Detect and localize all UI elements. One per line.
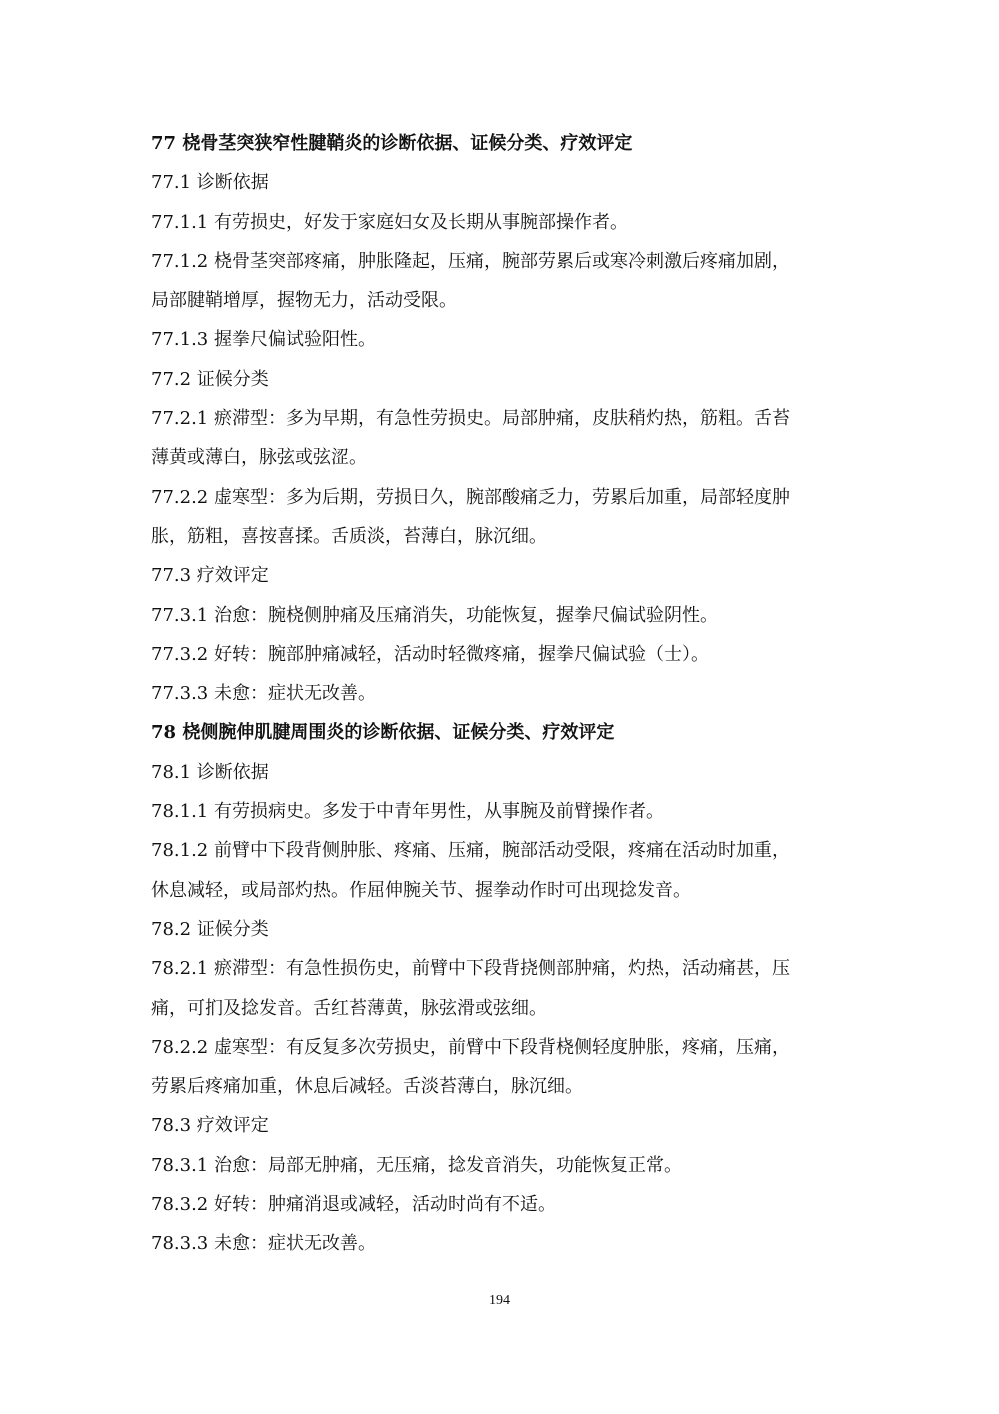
- text-line: 78.1.2 前臂中下段背侧肿胀、疼痛、压痛，腕部活动受限，疼痛在活动时加重，: [151, 840, 790, 862]
- text-line: 77.2.2 虚寒型：多为后期，劳损日久，腕部酸痛乏力，劳累后加重，局部轻度肿: [151, 486, 790, 508]
- text-line: 77.3 疗效评定: [151, 565, 269, 587]
- text-line: 78.2.2 虚寒型：有反复多次劳损史，前臂中下段背桡侧轻度肿胀，疼痛，压痛，: [151, 1036, 790, 1058]
- text-line: 77.2.1 瘀滞型：多为早期，有急性劳损史。局部肿痛，皮肤稍灼热，筋粗。舌苔: [151, 408, 790, 430]
- text-line: 78.3.1 治愈：局部无肿痛，无压痛，捻发音消失，功能恢复正常。: [151, 1154, 682, 1176]
- text-line: 78.2.1 瘀滞型：有急性损伤史，前臂中下段背挠侧部肿痛，灼热，活动痛甚，压: [151, 958, 790, 980]
- page-number: 194: [489, 1293, 510, 1308]
- text-line: 78.3 疗效评定: [151, 1115, 269, 1137]
- text-line: 77.3.2 好转：腕部肿痛减轻，活动时轻微疼痛，握拳尺偏试验（士）。: [151, 643, 709, 665]
- text-line: 77.3.3 未愈：症状无改善。: [151, 683, 376, 705]
- text-line: 痛，可扪及捻发音。舌红苔薄黄，脉弦滑或弦细。: [151, 997, 547, 1019]
- text-line: 77.1.1 有劳损史，好发于家庭妇女及长期从事腕部操作者。: [151, 211, 628, 233]
- document-body: [151, 124, 851, 1264]
- section-heading: 78 桡侧腕伸肌腱周围炎的诊断依据、证候分类、疗效评定: [151, 722, 615, 744]
- text-line: 77.1.2 桡骨茎突部疼痛，肿胀隆起，压痛，腕部劳累后或寒冷刺激后疼痛加剧，: [151, 250, 790, 272]
- section-heading: 77 桡骨茎突狭窄性腱鞘炎的诊断依据、证候分类、疗效评定: [151, 133, 633, 154]
- text-line: 77.1.3 握拳尺偏试验阳性。: [151, 329, 376, 351]
- text-line: 78.2 证候分类: [151, 918, 269, 940]
- text-line: 78.1 诊断依据: [151, 761, 269, 783]
- text-line: 78.3.2 好转：肿痛消退或减轻，活动时尚有不适。: [151, 1194, 556, 1216]
- text-line: 78.1.1 有劳损病史。多发于中青年男性，从事腕及前臂操作者。: [151, 801, 664, 823]
- text-line: 77.1 诊断依据: [151, 172, 269, 194]
- text-line: 休息减轻，或局部灼热。作屈伸腕关节、握拳动作时可出现捻发音。: [151, 879, 691, 901]
- text-line: 78.3.3 未愈：症状无改善。: [151, 1233, 376, 1255]
- text-line: 77.2 证候分类: [151, 368, 269, 390]
- text-line: 胀，筋粗，喜按喜揉。舌质淡，苔薄白，脉沉细。: [151, 525, 547, 547]
- text-line: 局部腱鞘增厚，握物无力，活动受限。: [151, 290, 457, 312]
- text-line: 77.3.1 治愈：腕桡侧肿痛及压痛消失，功能恢复，握拳尺偏试验阴性。: [151, 604, 718, 626]
- text-line: 劳累后疼痛加重，休息后减轻。舌淡苔薄白，脉沉细。: [151, 1076, 583, 1098]
- text-line: 薄黄或薄白，脉弦或弦涩。: [151, 447, 367, 469]
